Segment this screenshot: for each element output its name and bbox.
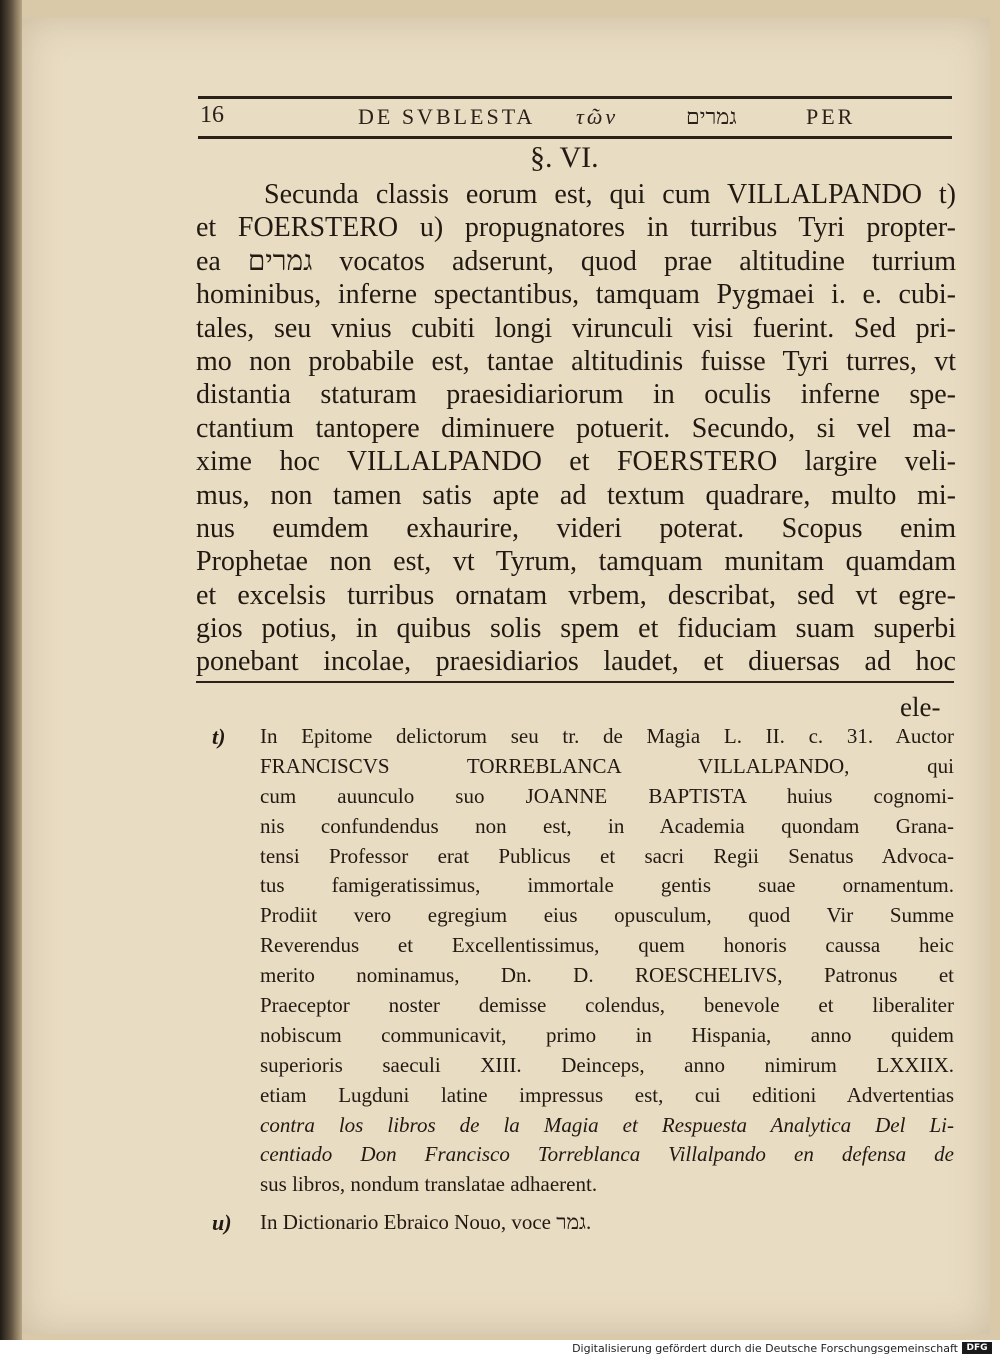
footnote-line: Prodiit vero egregium eius opusculum, quod Vir Summe <box>260 903 954 928</box>
text-line: ctantium tantopere diminuere potuerit. Secundo, si vel ma- <box>196 412 956 444</box>
footnote-line: etiam Lugduni latine impressus est, cui editioni Advertentias <box>260 1082 954 1107</box>
header-greek-word: τῶν <box>576 104 619 129</box>
main-text <box>196 178 956 679</box>
footnote-line: In Epitome delictorum seu tr. de Magia L. II. c. 31. Auctor <box>260 724 954 748</box>
text-line: et excelsis turribus ornatam vrbem, describat, sed vt egre- <box>196 579 956 611</box>
text-line: gios potius, in quibus solis spem et fiduciam suam superbi <box>196 613 956 645</box>
footnote-marker: u) <box>212 1210 232 1235</box>
footnote-line: tus famigeratissimus, immortale gentis suae ornamentum. <box>260 873 954 898</box>
footnote-u <box>260 1208 954 1238</box>
text-line: hominibus, inferne spectantibus, tamquam Pygmaei i. e. cubi- <box>196 279 956 311</box>
text-line: mus, non tamen satis apte ad textum quadrare, multo mi- <box>196 479 956 511</box>
digitization-footer <box>0 1340 1000 1357</box>
footnote-line: FRANCISCVS TORREBLANCA VILLALPANDO, qui <box>260 753 954 778</box>
footnote-line: sus libros, nondum translatae adhaerent. <box>260 1172 598 1197</box>
header-title: DE SVBLESTA <box>358 104 536 129</box>
text-line: distantia staturam praesidiariorum in oculis inferne spe- <box>196 379 956 411</box>
footnote-line: In Dictionario Ebraico Nouo, voce גמר. <box>260 1210 592 1234</box>
header-bottom-rule <box>198 136 952 139</box>
footnote-line: tensi Professor erat Publicus et sacri Regii Senatus Advoca- <box>260 843 954 868</box>
footnote-line: Praeceptor noster demisse colendus, benevole et liberaliter <box>260 993 954 1018</box>
text-line: tales, seu vnius cubiti longi virunculi visi fuerint. Sed pri- <box>196 312 956 344</box>
footnote-line: centiado Don Francisco Torreblanca Villalpando en defensa de <box>260 1142 954 1167</box>
page-number: 16 <box>200 102 224 128</box>
footnote-line: contra los libros de la Magia et Respuesta Analytica Del Li- <box>260 1112 954 1137</box>
footnote-line: nis confundendus non est, in Academia quondam Grana- <box>260 813 954 838</box>
running-header <box>200 98 952 134</box>
catchword: ele- <box>900 692 941 722</box>
text-line: Prophetae non est, vt Tyrum, tamquam munitam quamdam <box>196 546 956 578</box>
footnote-line: superioris saeculi XIII. Deinceps, anno nimirum LXXIIX. <box>260 1052 954 1077</box>
footnote-t <box>260 722 954 1200</box>
dfg-logo: DFG <box>962 1342 992 1354</box>
footnote-line: Reverendus et Excellentissimus, quem honoris caussa heic <box>260 933 954 958</box>
text-line: Secunda classis eorum est, qui cum VILLALPANDO t) <box>264 179 956 210</box>
header-per: PER <box>806 104 856 129</box>
text-line: mo non probabile est, tantae altitudinis fuisse Tyri turres, vt <box>196 345 956 377</box>
section-heading: §. VI. <box>530 141 599 174</box>
header-hebrew-word: גמרים <box>686 104 737 129</box>
book-spine-shadow <box>0 0 22 1340</box>
footer-credit-text: Digitalisierung gefördert durch die Deutsche Forschungsgemeinschaft <box>572 1342 958 1355</box>
footnote-line: merito nominamus, Dn. D. ROESCHELIVS, Patronus et <box>260 963 954 988</box>
footnote-line: cum auunculo suo JOANNE BAPTISTA huius cognomi- <box>260 783 954 808</box>
footnote-marker: t) <box>212 724 226 749</box>
text-line: ea גמרים vocatos adserunt, quod prae altitudine turrium <box>196 245 956 277</box>
footnote-line: nobiscum communicavit, primo in Hispania, anno quidem <box>260 1022 954 1047</box>
footnote-rule <box>196 681 954 683</box>
text-line: xime hoc VILLALPANDO et FOERSTERO largire veli- <box>196 446 956 478</box>
text-line: ponebant incolae, praesidiarios laudet, et diuersas ad hoc <box>196 646 956 678</box>
text-line: et FOERSTERO u) propugnatores in turribus Tyri propter- <box>196 212 956 244</box>
text-line: nus eumdem exhaurire, videri poterat. Scopus enim <box>196 512 956 544</box>
